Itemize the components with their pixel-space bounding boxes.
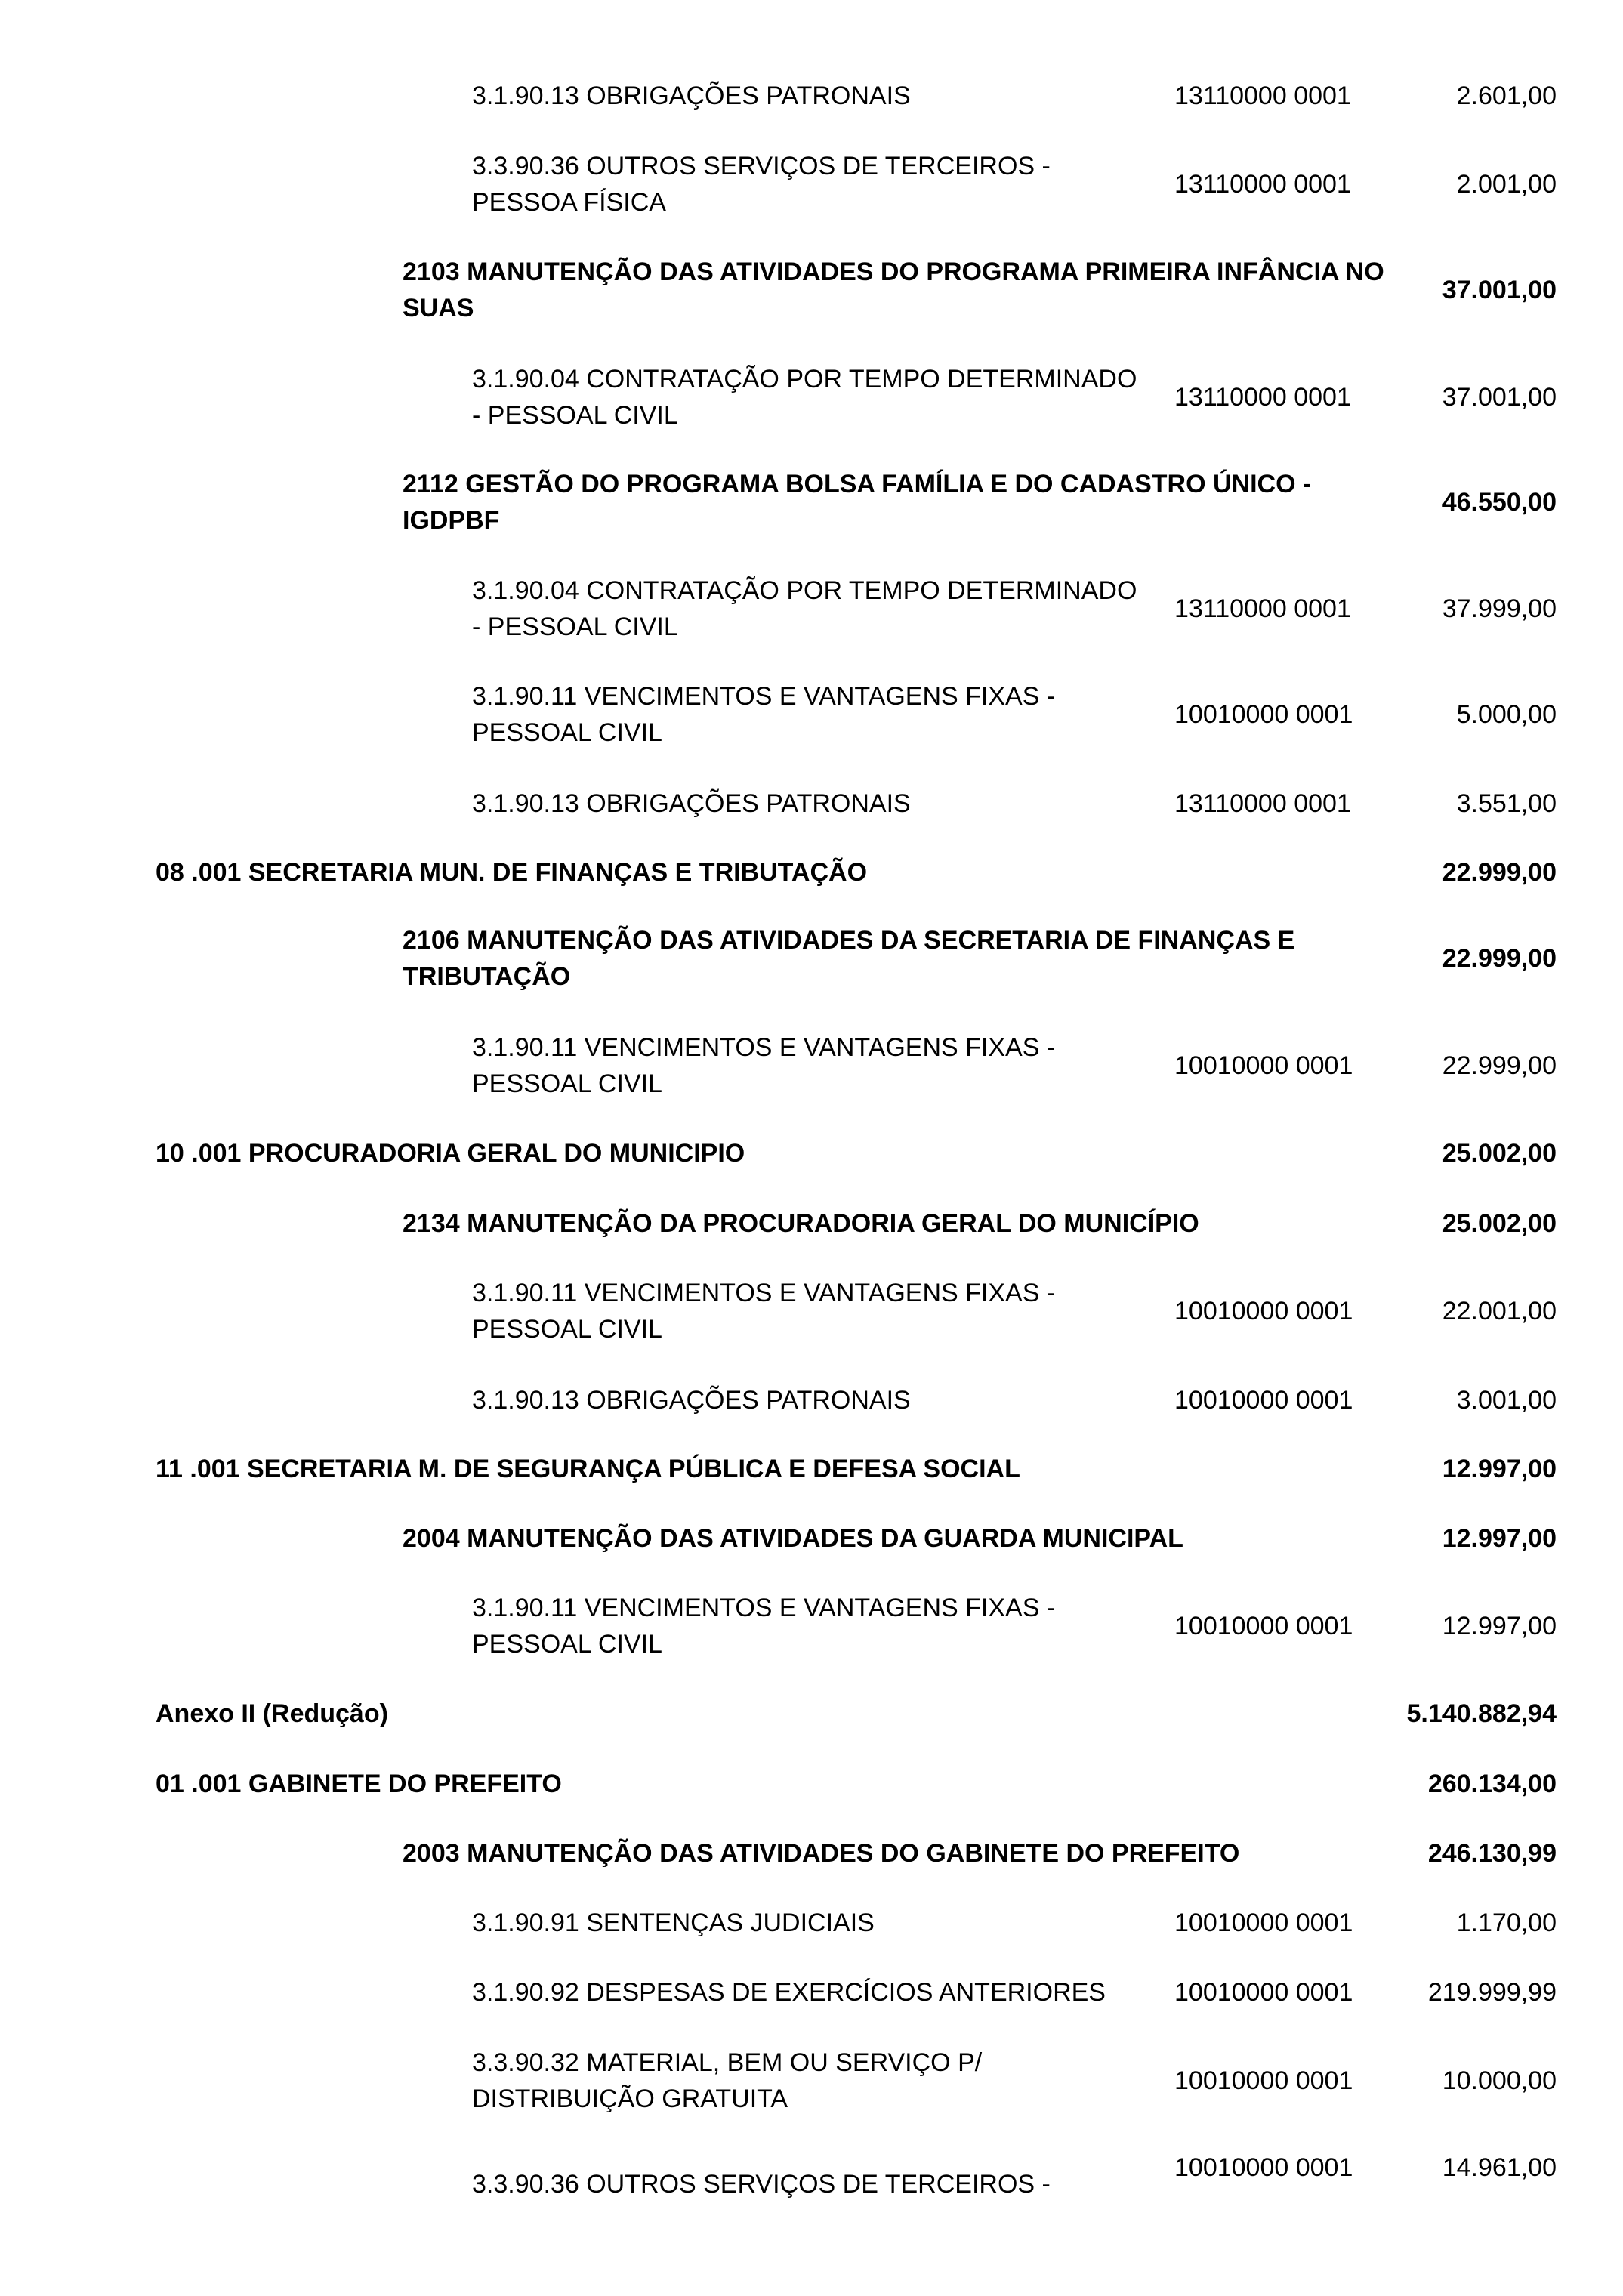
row-description: 3.1.90.13 OBRIGAÇÕES PATRONAIS — [472, 789, 911, 818]
row-value: 37.999,00 — [1442, 594, 1557, 623]
row-value: 22.999,00 — [1442, 858, 1557, 887]
row-description: 11 .001 SECRETARIA M. DE SEGURANÇA PÚBLICA E DEFESA SOCIAL — [156, 1455, 1020, 1483]
row-description: 3.1.90.13 OBRIGAÇÕES PATRONAIS — [472, 1386, 911, 1415]
row-description: 3.3.90.36 OUTROS SERVIÇOS DE TERCEIROS - PESSOA FÍSICA — [472, 152, 1051, 217]
row-source: 13110000 0001 — [1174, 82, 1351, 110]
row-description: 2112 GESTÃO DO PROGRAMA BOLSA FAMÍLIA E DO CADASTRO ÚNICO - IGDPBF — [403, 470, 1312, 535]
row-source: 10010000 0001 — [1174, 700, 1353, 729]
row-description: 2106 MANUTENÇÃO DAS ATIVIDADES DA SECRETARIA DE FINANÇAS E TRIBUTAÇÃO — [403, 926, 1295, 991]
row-source: 10010000 0001 — [1174, 1297, 1353, 1325]
row-value: 12.997,00 — [1442, 1524, 1557, 1553]
row-description: 2103 MANUTENÇÃO DAS ATIVIDADES DO PROGRAMA PRIMEIRA INFÂNCIA NO SUAS — [403, 258, 1384, 322]
row-source: 10010000 0001 — [1174, 1386, 1353, 1415]
row-value: 5.000,00 — [1456, 700, 1557, 729]
row-description: Anexo II (Redução) — [156, 1699, 388, 1728]
row-source: 13110000 0001 — [1174, 594, 1351, 623]
row-value: 22.999,00 — [1442, 1051, 1557, 1080]
row-value: 37.001,00 — [1442, 276, 1557, 304]
row-description: 3.1.90.92 DESPESAS DE EXERCÍCIOS ANTERIORES — [472, 1978, 1106, 2007]
row-description: 10 .001 PROCURADORIA GERAL DO MUNICIPIO — [156, 1139, 745, 1168]
row-source: 13110000 0001 — [1174, 383, 1351, 412]
row-description: 01 .001 GABINETE DO PREFEITO — [156, 1770, 562, 1798]
row-description: 3.3.90.32 MATERIAL, BEM OU SERVIÇO P/ DISTRIBUIÇÃO GRATUITA — [472, 2048, 983, 2113]
row-source: 10010000 0001 — [1174, 2066, 1353, 2095]
row-source: 10010000 0001 — [1174, 1909, 1353, 1937]
row-value: 22.001,00 — [1442, 1297, 1557, 1325]
row-source: 10010000 0001 — [1174, 1051, 1353, 1080]
row-value: 3.001,00 — [1456, 1386, 1557, 1415]
row-description: 2004 MANUTENÇÃO DAS ATIVIDADES DA GUARDA MUNICIPAL — [403, 1524, 1183, 1553]
row-description: 08 .001 SECRETARIA MUN. DE FINANÇAS E TRIBUTAÇÃO — [156, 858, 868, 887]
row-value: 12.997,00 — [1442, 1455, 1557, 1483]
row-value: 260.134,00 — [1427, 1770, 1557, 1798]
row-value: 2.001,00 — [1456, 170, 1557, 199]
row-value: 22.999,00 — [1442, 944, 1557, 973]
row-source: 10010000 0001 — [1174, 1978, 1353, 2007]
row-value: 46.550,00 — [1442, 488, 1557, 517]
row-description: 2134 MANUTENÇÃO DA PROCURADORIA GERAL DO MUNICÍPIO — [403, 1209, 1199, 1238]
row-description: 3.3.90.36 OUTROS SERVIÇOS DE TERCEIROS - — [472, 2170, 1051, 2199]
row-description: 3.1.90.04 CONTRATAÇÃO POR TEMPO DETERMINADO - PESSOAL CIVIL — [472, 365, 1137, 430]
row-description: 2003 MANUTENÇÃO DAS ATIVIDADES DO GABINETE DO PREFEITO — [403, 1839, 1240, 1868]
row-description: 3.1.90.11 VENCIMENTOS E VANTAGENS FIXAS - PESSOAL CIVIL — [472, 682, 1056, 747]
row-value: 10.000,00 — [1442, 2066, 1557, 2095]
row-source: 13110000 0001 — [1174, 170, 1351, 199]
row-description: 3.1.90.11 VENCIMENTOS E VANTAGENS FIXAS - PESSOAL CIVIL — [472, 1279, 1056, 1344]
row-source: 10010000 0001 — [1174, 1612, 1353, 1640]
row-description: 3.1.90.11 VENCIMENTOS E VANTAGENS FIXAS - PESSOAL CIVIL — [472, 1033, 1056, 1098]
row-description: 3.1.90.13 OBRIGAÇÕES PATRONAIS — [472, 82, 911, 110]
row-description: 3.1.90.11 VENCIMENTOS E VANTAGENS FIXAS - PESSOAL CIVIL — [472, 1594, 1056, 1659]
row-value: 2.601,00 — [1456, 82, 1557, 110]
row-source: 10010000 0001 — [1174, 2153, 1353, 2182]
row-value: 37.001,00 — [1442, 383, 1557, 412]
row-value: 3.551,00 — [1456, 789, 1557, 818]
row-value: 1.170,00 — [1456, 1909, 1557, 1937]
row-value: 5.140.882,94 — [1406, 1699, 1557, 1728]
row-value: 25.002,00 — [1442, 1139, 1557, 1168]
row-value: 219.999,99 — [1427, 1978, 1557, 2007]
row-value: 25.002,00 — [1442, 1209, 1557, 1238]
row-description: 3.1.90.91 SENTENÇAS JUDICIAIS — [472, 1909, 875, 1937]
row-source: 13110000 0001 — [1174, 789, 1351, 818]
row-value: 12.997,00 — [1442, 1612, 1557, 1640]
row-value: 246.130,99 — [1427, 1839, 1557, 1868]
row-description: 3.1.90.04 CONTRATAÇÃO POR TEMPO DETERMINADO - PESSOAL CIVIL — [472, 576, 1137, 641]
row-value: 14.961,00 — [1442, 2153, 1557, 2182]
